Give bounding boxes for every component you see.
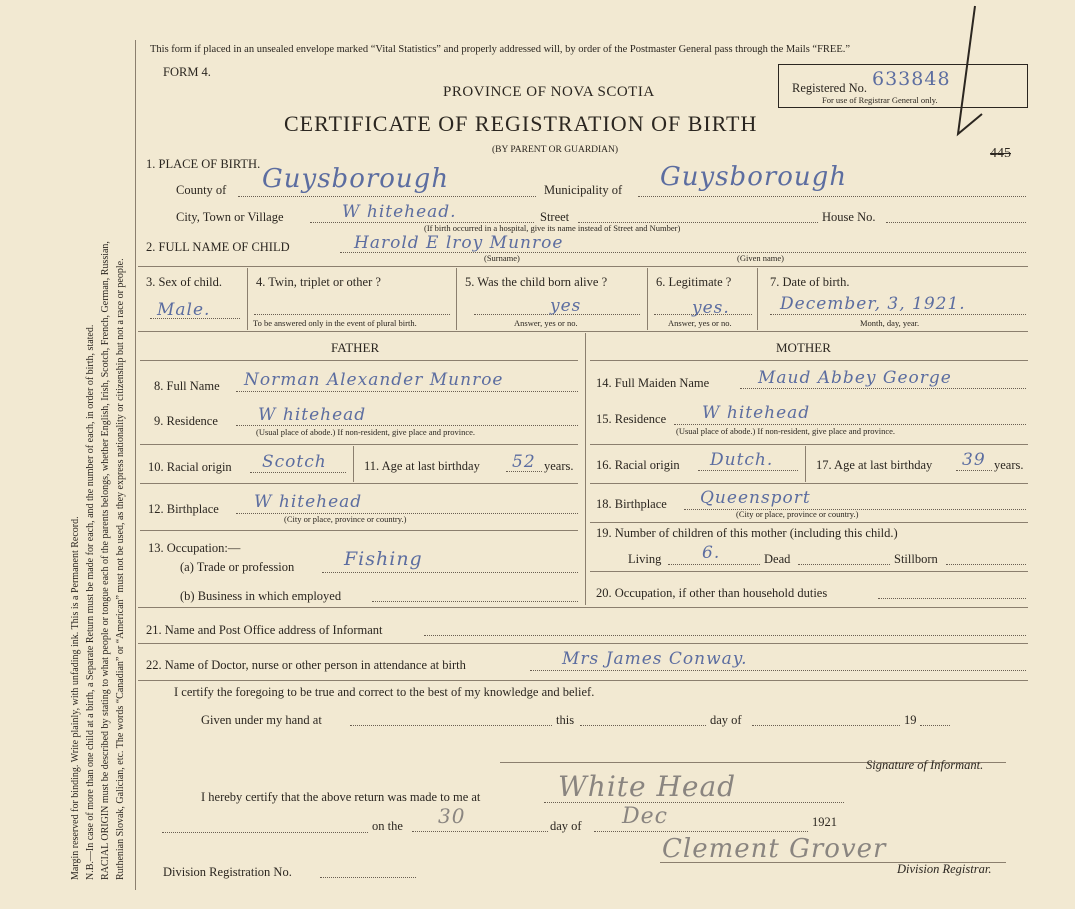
child-name: Harold E lroy Munroe [354,233,564,253]
mother-name-label: 14. Full Maiden Name [596,376,710,390]
given-label: Given under my hand at [201,713,322,727]
page-title: CERTIFICATE OF REGISTRATION OF BIRTH [284,111,758,136]
this-label: this [556,713,575,727]
place-heading: 1. PLACE OF BIRTH. [146,157,261,171]
father-residence-note: (Usual place of abode.) If non-resident, give place and province. [256,427,476,437]
twin-label: 4. Twin, triplet or other ? [256,275,381,289]
father-racial: Scotch [262,452,327,472]
father-age-label: 11. Age at last birthday [364,459,480,473]
mother-living: 6. [702,543,721,563]
check-mark [930,2,990,142]
province-heading: PROVINCE OF NOVA SCOTIA [443,84,655,100]
father-heading: FATHER [331,340,380,355]
division-number-label: Division Registration No. [163,865,292,879]
father-residence: W hitehead [258,405,367,425]
alive-value: yes [550,296,582,316]
doctor-value: Mrs James Conway. [562,649,748,669]
registrar-signature: Clement Grover [662,834,887,864]
mother-age: 39 [962,450,986,470]
mother-residence: W hitehead [702,403,811,423]
municipality-label: Municipality of [544,183,623,197]
legitimate-value: yes. [692,298,730,318]
county-label: County of [176,183,227,197]
father-years: years. [544,459,574,473]
registrar-month: Dec [622,804,668,829]
surname-note: (Surname) [484,253,520,263]
father-birthplace: W hitehead [254,492,363,512]
municipality-value: Guysborough [660,162,848,192]
corner-number: 445 [990,146,1011,161]
father-birthplace-note: (City or place, province or country.) [284,514,407,524]
informant-signature-label: Signature of Informant. [866,758,984,772]
twin-note: To be answered only in the event of plural birth. [253,318,417,328]
date-value: December, 3, 1921. [780,294,966,314]
registrar-day: 30 [438,804,466,828]
mother-racial: Dutch. [710,450,774,470]
margin-line-3: RACIAL ORIGIN must be described by stating to what people or tongue each of the parents belongs, whether English, Irish, Scotch, French, German, Russian, [100,241,111,880]
legitimate-label: 6. Legitimate ? [656,275,732,289]
registrar-dayof-label: day of [550,819,582,833]
mother-occupation-label: 20. Occupation, if other than household duties [596,586,828,600]
dayof-label: day of [710,713,742,727]
county-value: Guysborough [262,164,450,194]
margin-line-4: Ruthenian Slovak, Galician, etc. The words “Canadian” or “American” must not be used, as they express nationality or citizenship but not a race or people. [115,258,126,880]
margin-line-2: N.B.—In case of more than one child at a birth, a Separate Return must be made for each, and the number of each, in order of birth, stated. [85,324,96,880]
mail-notice: This form if placed in an unsealed envelope marked “Vital Statistics” and properly addressed will, by order of the Postmaster General pass through the Mails “FREE.” [150,44,851,55]
mother-years: years. [994,458,1024,472]
registrar-place: White Head [558,770,737,803]
form-number: FORM 4. [163,65,211,79]
father-birthplace-label: 12. Birthplace [148,502,219,516]
doctor-label: 22. Name of Doctor, nurse or other person in attendance at birth [146,658,466,672]
mother-heading: MOTHER [776,340,831,355]
father-trade-label: (a) Trade or profession [180,560,295,574]
date-note: Month, day, year. [860,318,920,328]
registered-label: Registered No. [792,81,867,95]
mother-age-label: 17. Age at last birthday [816,458,933,472]
city-label: City, Town or Village [176,210,284,224]
father-business-label: (b) Business in which employed [180,589,342,603]
father-residence-label: 9. Residence [154,414,218,428]
hospital-note: (If birth occurred in a hospital, give its name instead of Street and Number) [424,223,681,233]
street-label: Street [540,210,570,224]
father-trade: Fishing [344,548,423,570]
mother-children-label: 19. Number of children of this mother (including this child.) [596,526,898,540]
registrar-line: I hereby certify that the above return was made to me at [201,790,481,804]
mother-residence-note: (Usual place of abode.) If non-resident, give place and province. [676,426,896,436]
given-note: (Given name) [737,253,784,263]
informant-label: 21. Name and Post Office address of Informant [146,623,383,637]
certify-line: I certify the foregoing to be true and correct to the best of my knowledge and belief. [174,685,595,699]
mother-birthplace-label: 18. Birthplace [596,497,667,511]
year-label: 19 [904,713,917,727]
father-name: Norman Alexander Munroe [244,370,504,390]
alive-label: 5. Was the child born alive ? [465,275,608,289]
father-name-label: 8. Full Name [154,379,220,393]
page-subtitle: (BY PARENT OR GUARDIAN) [492,145,619,155]
alive-note: Answer, yes or no. [514,318,578,328]
legitimate-note: Answer, yes or no. [668,318,732,328]
margin-line-1: Margin reserved for binding. Write plainly, with unfading ink. This is a Permanent Record. [70,516,81,880]
registered-note: For use of Registrar General only. [822,95,938,105]
city-value: W hitehead. [342,202,457,222]
house-label: House No. [822,210,876,224]
registrar-year: 1921 [812,815,837,829]
father-age: 52 [512,452,536,472]
mother-birthplace-note: (City or place, province or country.) [736,509,859,519]
child-label: 2. FULL NAME OF CHILD [146,240,290,254]
mother-stillborn-label: Stillborn [894,552,938,566]
division-registrar-label: Division Registrar. [897,862,992,876]
father-racial-label: 10. Racial origin [148,460,232,474]
registered-number: 633848 [872,68,951,90]
father-occupation-label: 13. Occupation:— [148,541,241,555]
mother-racial-label: 16. Racial origin [596,458,680,472]
mother-living-label: Living [628,552,662,566]
mother-residence-label: 15. Residence [596,412,667,426]
sex-value: Male. [157,300,211,320]
mother-dead-label: Dead [764,552,791,566]
date-label: 7. Date of birth. [770,275,850,289]
sex-label: 3. Sex of child. [146,275,223,289]
onthe-label: on the [372,819,403,833]
mother-name: Maud Abbey George [758,368,952,388]
mother-birthplace: Queensport [700,488,811,508]
